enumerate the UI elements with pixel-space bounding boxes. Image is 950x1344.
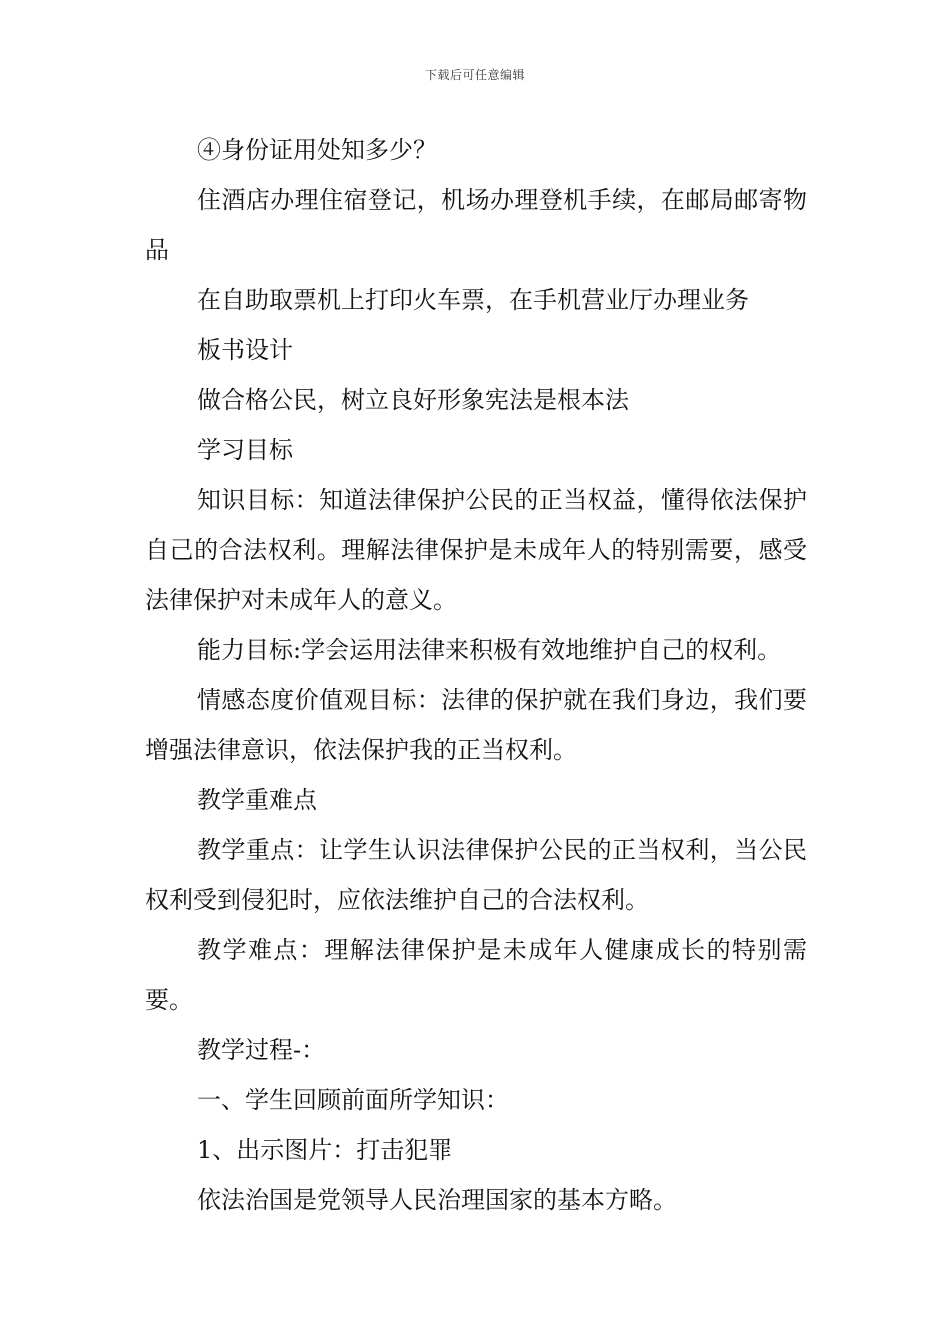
document-body: [145, 125, 807, 1225]
paragraph-board-content: 做合格公民，树立良好形象宪法是根本法: [197, 386, 629, 414]
paragraph-id-card-uses: ④身份证用处知多少？: [197, 136, 437, 164]
paragraph-ability-goal: 能力目标:学会运用法律来积极有效地维护自己的权利。: [197, 636, 782, 664]
heading-board-design: 板书设计: [197, 336, 293, 364]
paragraph-ticket-machine: 在自助取票机上打印火车票，在手机营业厅办理业务: [197, 286, 749, 314]
paragraph-difficult-point: 教学难点：理解法律保护是未成年人健康成长的特别需要。: [145, 936, 807, 1014]
paragraph-rule-of-law: 依法治国是党领导人民治理国家的基本方略。: [197, 1186, 677, 1214]
paragraph-show-picture: 1、出示图片：打击犯罪: [197, 1136, 453, 1164]
heading-learning-goals: 学习目标: [197, 436, 293, 464]
paragraph-review: 一、学生回顾前面所学知识：: [197, 1086, 509, 1114]
paragraph-key-point: 教学重点：让学生认识法律保护公民的正当权利，当公民权利受到侵犯时，应依法维护自己的合法权利。: [145, 836, 807, 914]
page-header: 下载后可任意编辑: [424, 68, 525, 82]
heading-key-difficult-points: 教学重难点: [197, 786, 317, 814]
heading-teaching-process: 教学过程-：: [197, 1036, 326, 1064]
paragraph-hotel-airport-post: 住酒店办理住宿登记，机场办理登机手续，在邮局邮寄物品: [145, 186, 807, 264]
paragraph-attitude-goal: 情感态度价值观目标：法律的保护就在我们身边，我们要增强法律意识，依法保护我的正当权利。: [145, 686, 807, 764]
paragraph-knowledge-goal: 知识目标：知道法律保护公民的正当权益，懂得依法保护自己的合法权利。理解法律保护是未成年人的特别需要，感受法律保护对未成年人的意义。: [145, 486, 807, 614]
